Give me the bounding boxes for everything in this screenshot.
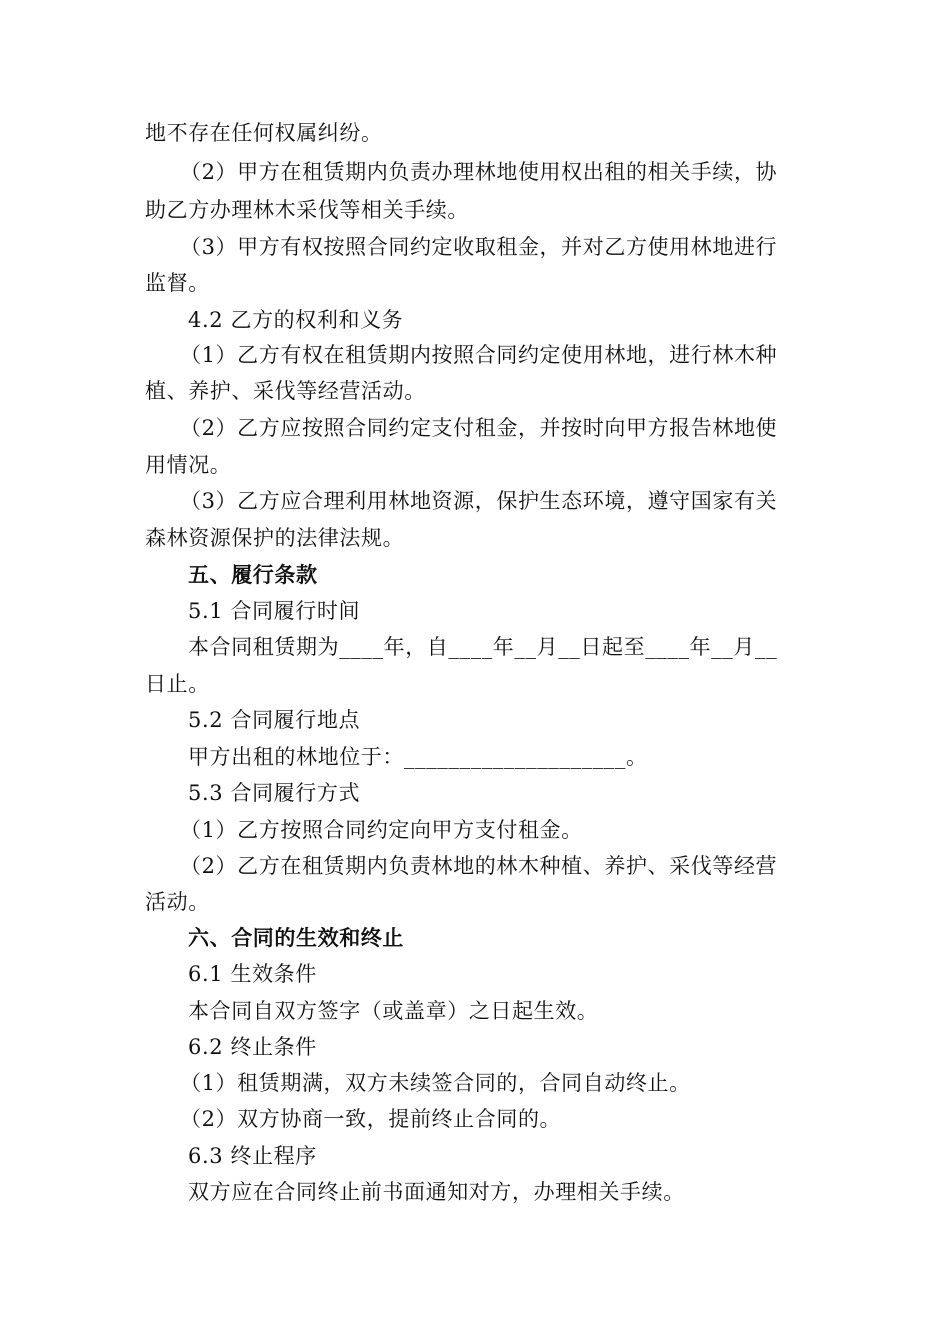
text-line: （3）乙方应合理利用林地资源，保护生态环境，遵守国家有关 (180, 489, 778, 513)
text-line: （1）乙方按照合同约定向甲方支付租金。 (180, 818, 583, 842)
section-subheading: 5.2 合同履行地点 (188, 708, 361, 732)
section-heading: 五、履行条款 (188, 562, 318, 587)
text-line: 地不存在任何权属纠纷。 (145, 121, 383, 145)
text-line: （2）甲方在租赁期内负责办理林地使用权出租的相关手续，协 (180, 160, 778, 184)
text-line: 用情况。 (145, 453, 232, 477)
section-subheading: 4.2 乙方的权利和义务 (188, 308, 404, 332)
section-subheading: 6.1 生效条件 (188, 962, 317, 986)
section-subheading: 6.2 终止条件 (188, 1035, 317, 1059)
text-line: （2）双方协商一致，提前终止合同的。 (180, 1107, 562, 1131)
text-line: 日止。 (145, 672, 210, 696)
text-line: 本合同自双方签字（或盖章）之日起生效。 (188, 999, 599, 1023)
text-line: 双方应在合同终止前书面通知对方，办理相关手续。 (188, 1180, 685, 1204)
section-subheading: 5.3 合同履行方式 (188, 781, 361, 805)
text-line: （1）乙方有权在租赁期内按照合同约定使用林地，进行林木种 (180, 343, 778, 367)
text-line: 活动。 (145, 890, 210, 914)
text-line: （1）租赁期满，双方未续签合同的，合同自动终止。 (180, 1071, 691, 1095)
text-line: 甲方出租的林地位于：____________________。 (188, 745, 648, 769)
text-line: 森林资源保护的法律法规。 (145, 526, 405, 550)
text-line: （2）乙方在租赁期内负责林地的林木种植、养护、采伐等经营 (180, 854, 778, 878)
text-line: （3）甲方有权按照合同约定收取租金，并对乙方使用林地进行 (180, 235, 778, 259)
section-subheading: 6.3 终止程序 (188, 1144, 317, 1168)
section-heading: 六、合同的生效和终止 (188, 925, 404, 950)
text-line: 本合同租赁期为____年，自____年__月__日起至____年__月__ (188, 635, 778, 659)
text-line: （2）乙方应按照合同约定支付租金，并按时向甲方报告林地使 (180, 416, 778, 440)
text-line: 监督。 (145, 271, 210, 295)
text-line: 助乙方办理林木采伐等相关手续。 (145, 198, 469, 222)
text-line: 植、养护、采伐等经营活动。 (145, 379, 426, 403)
section-subheading: 5.1 合同履行时间 (188, 599, 361, 623)
